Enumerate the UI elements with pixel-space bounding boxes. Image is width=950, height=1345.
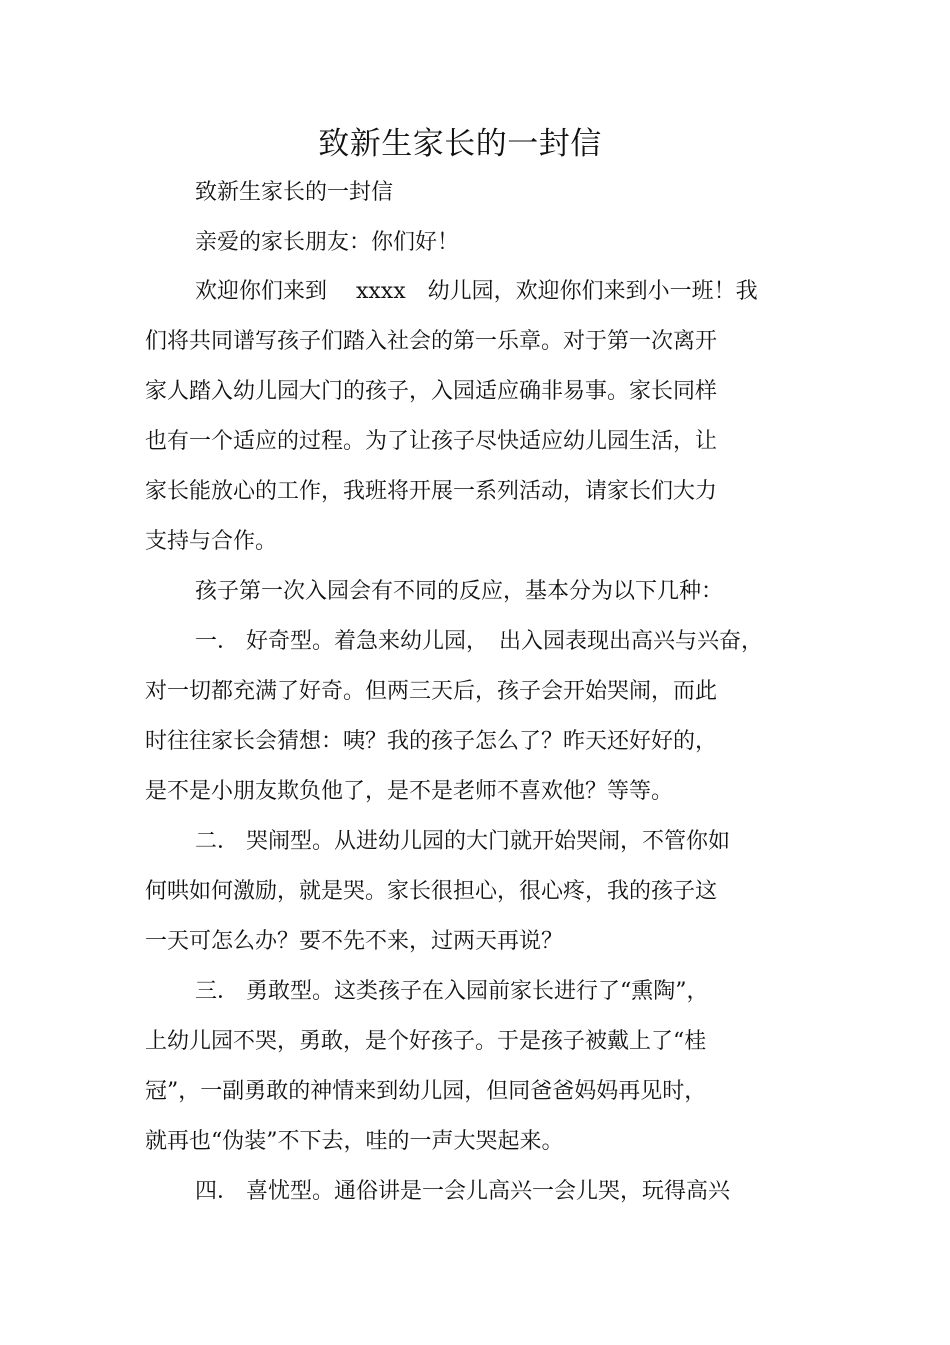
paragraph-line: 对一切都充满了好奇。但两三天后，孩子会开始哭闹，而此: [145, 679, 718, 704]
paragraph-line: 是不是小朋友欺负他了，是不是老师不喜欢他？等等。: [145, 779, 674, 804]
paragraph-line: 上幼儿园不哭，勇敢，是个好孩子。于是孩子被戴上了“桂: [145, 1029, 707, 1054]
document-title: 致新生家长的一封信: [318, 126, 602, 162]
paragraph-line: 孩子第一次入园会有不同的反应，基本分为以下几种：: [195, 579, 724, 604]
paragraph-line: 们将共同谱写孩子们踏入社会的第一乐章。对于第一次离开: [145, 329, 718, 354]
paragraph-line: 就再也“伪装”不下去，哇的一声大哭起来。: [145, 1129, 564, 1154]
paragraph-line: 何哄如何激励，就是哭。家长很担心，很心疼，我的孩子这: [145, 879, 718, 904]
paragraph-line: 也有一个适应的过程。为了让孩子尽快适应幼儿园生活，让: [145, 429, 718, 454]
paragraph-line: 一． 好奇型。着急来幼儿园， 出入园表现出高兴与兴奋，: [195, 629, 763, 654]
paragraph-line: 支持与合作。: [145, 529, 278, 554]
subtitle-line: 致新生家长的一封信: [195, 180, 394, 205]
paragraph-line: 二． 哭闹型。从进幼儿园的大门就开始哭闹，不管你如: [195, 829, 730, 854]
paragraph-line: 时往往家长会猜想：咦？我的孩子怎么了？昨天还好好的，: [145, 729, 718, 754]
paragraph-line: 四． 喜忧型。通俗讲是一会儿高兴一会儿哭，玩得高兴: [195, 1179, 730, 1204]
paragraph-line: 家长能放心的工作，我班将开展一系列活动，请家长们大力: [145, 479, 718, 504]
paragraph-line: 冠”，一副勇敢的神情来到幼儿园，但同爸爸妈妈再见时，: [145, 1079, 707, 1104]
paragraph-line: 一天可怎么办？要不先不来，过两天再说？: [145, 929, 564, 954]
paragraph-line: 三． 勇敢型。这类孩子在入园前家长进行了“熏陶”，: [195, 979, 709, 1004]
paragraph-line: 家人踏入幼儿园大门的孩子，入园适应确非易事。家长同样: [145, 379, 718, 404]
paragraph-line: 欢迎你们来到 xxxx 幼儿园，欢迎你们来到小一班！我: [195, 279, 758, 304]
greeting-line: 亲爱的家长朋友：你们好！: [195, 230, 460, 255]
